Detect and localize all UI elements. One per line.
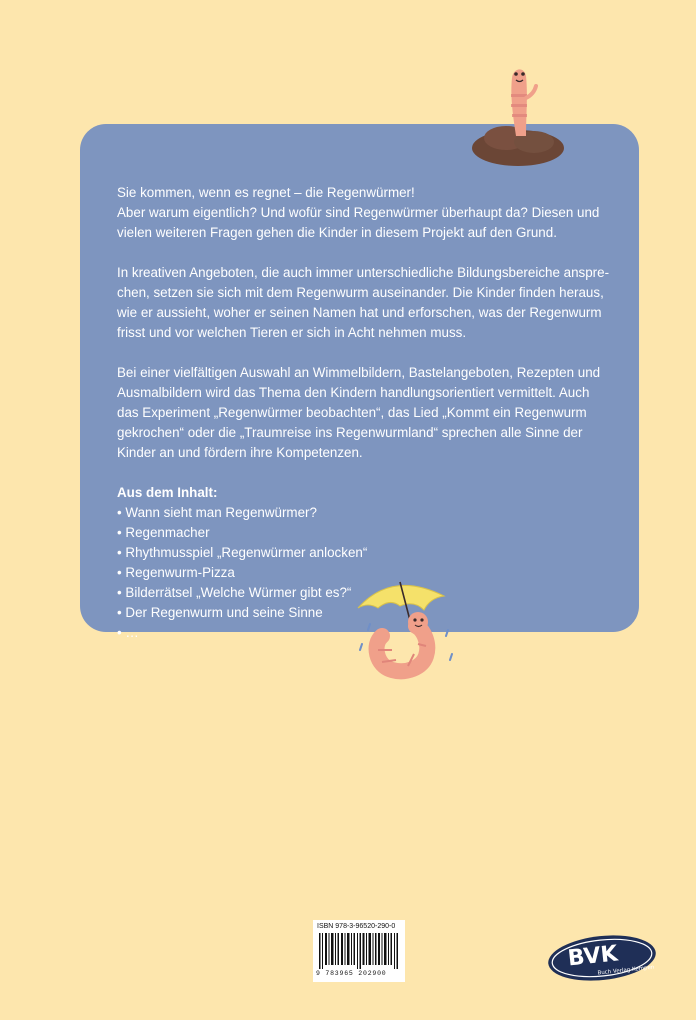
contents-item: • Regenwurm-Pizza bbox=[117, 563, 617, 583]
intro-line: Sie kommen, wenn es regnet – die Regenwürmer! bbox=[117, 185, 415, 200]
contents-item: • Wann sieht man Regenwürmer? bbox=[117, 503, 617, 523]
worm-with-umbrella-illustration bbox=[352, 574, 464, 686]
intro-line: Aber warum eigentlich? Und wofür sind Regenwürmer überhaupt da? Diesen und bbox=[117, 205, 600, 220]
paragraph-line: Ausmalbildern wird das Thema den Kindern handlungsorientiert vermittelt. Auch bbox=[117, 385, 590, 400]
isbn-label: ISBN 978-3-96520-290-0 bbox=[317, 923, 396, 930]
paragraph-line: das Experiment „Regenwürmer beobachten“, das Lied „Kommt ein Regenwurm bbox=[117, 405, 587, 420]
contents-item: • Rhythmusspiel „Regenwürmer anlocken“ bbox=[117, 543, 617, 563]
intro-line: vielen weiteren Fragen gehen die Kinder in diesem Projekt auf den Grund. bbox=[117, 225, 557, 240]
ean-number: 9 783965 202900 bbox=[316, 970, 387, 977]
paragraph-line: gekrochen“ oder die „Traumreise ins Regenwurmland“ sprechen alle Sinne der bbox=[117, 425, 583, 440]
paragraph-line: Kinder an und fördern ihre Kompetenzen. bbox=[117, 445, 363, 460]
contents-item: • Regenmacher bbox=[117, 523, 617, 543]
paragraph-line: frisst und vor welchen Tieren er sich in Acht nehmen muss. bbox=[117, 325, 467, 340]
intro-paragraph bbox=[117, 183, 617, 243]
creative-paragraph bbox=[117, 263, 617, 343]
paragraph-line: wie er aussieht, woher er seinen Namen hat und erforschen, was der Regenwurm bbox=[117, 305, 602, 320]
paragraph-line: In kreativen Angeboten, die auch immer unterschiedliche Bildungsbereiche anspre- bbox=[117, 265, 610, 280]
contents-item: • Bilderrätsel „Welche Würmer gibt es?“ bbox=[117, 583, 617, 603]
logo-name: BVK bbox=[566, 941, 619, 972]
paragraph-line: chen, setzen sie sich mit dem Regenwurm auseinander. Die Kinder finden heraus, bbox=[117, 285, 604, 300]
contents-item: • … bbox=[117, 623, 617, 643]
worm-on-soil-illustration bbox=[466, 56, 570, 172]
contents-item: • Der Regenwurm und seine Sinne bbox=[117, 603, 617, 623]
contents-heading: Aus dem Inhalt: bbox=[117, 485, 218, 500]
logo-subtitle: Buch Verlag Kempen bbox=[597, 964, 655, 977]
barcode-box bbox=[313, 920, 405, 982]
bvk-logo bbox=[546, 932, 658, 984]
barcode-bars bbox=[319, 933, 399, 969]
activities-paragraph bbox=[117, 363, 617, 463]
paragraph-line: Bei einer vielfältigen Auswahl an Wimmelbildern, Bastelangeboten, Rezepten und bbox=[117, 365, 601, 380]
